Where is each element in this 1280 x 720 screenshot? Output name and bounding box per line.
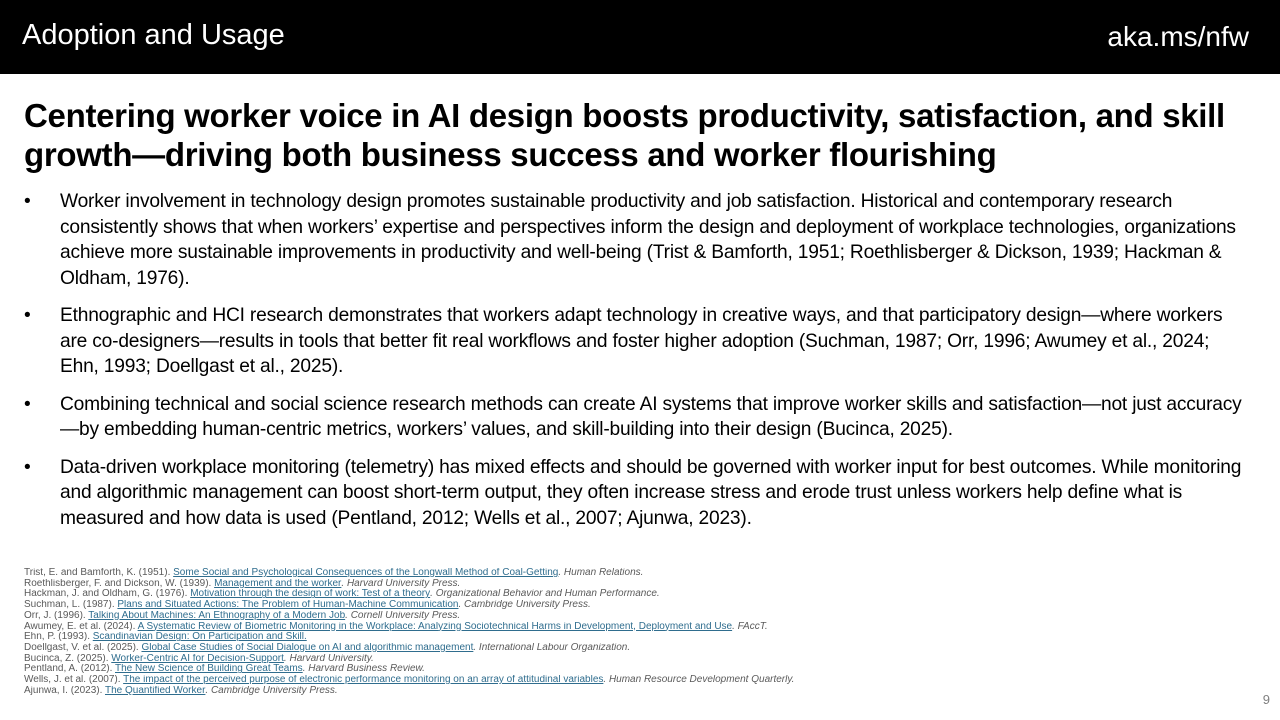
reference-authors: Doellgast, V. et al. (2025).	[24, 642, 142, 653]
bullet-marker: •	[24, 456, 31, 478]
reference-link[interactable]: The Quantified Worker	[104, 685, 206, 696]
reference-link[interactable]: Some Social and Psychological Consequences of the Longwall Method of Coal-Getting	[173, 568, 559, 578]
reference-authors: Wells, J. et al. (2007).	[24, 675, 124, 686]
bullet-marker: •	[24, 305, 31, 326]
reference-link[interactable]: Management and the worker	[214, 578, 342, 589]
reference-link[interactable]: Talking About Machines: An Ethnography of a Modern Job	[88, 610, 346, 621]
reference-authors: Awumey, E. et al. (2024).	[24, 621, 138, 632]
reference-authors: Pentland, A. (2012).	[24, 664, 115, 675]
reference-authors: Suchman, L. (1987).	[24, 600, 118, 611]
reference-link[interactable]: Worker-Centric AI for Decision-Support	[111, 653, 284, 664]
bullet-marker: •	[24, 393, 31, 415]
reference-item	[24, 654, 1224, 665]
bullet-item	[24, 189, 1252, 291]
bullet-text: Combining technical and social science research methods can create AI systems that improve worker skills and satisfaction—not just accuracy—by embedding human-centric metrics, workers’ values, and skill-building into their design (Bucinca, 2025).	[60, 393, 1242, 440]
reference-item	[24, 589, 1224, 600]
reference-item	[24, 664, 1224, 675]
bullet-item	[24, 303, 1252, 380]
reference-venue: . Human Resource Development Quarterly.	[603, 675, 795, 686]
slide-header	[0, 0, 1280, 74]
reference-item	[24, 622, 1224, 633]
reference-authors: Roethlisberger, F. and Dickson, W. (1939).	[24, 578, 215, 589]
reference-item	[24, 600, 1224, 611]
reference-venue: . Harvard University.	[283, 653, 374, 664]
bullet-text: Worker involvement in technology design promotes sustainable productivity and job satisfaction. Historical and contemporary research consistently shows that when workers’ expertise and perspectives inform the design and deployment of workplace technologies, organizations achieve more sustainable improvements in productivity and well-being (Trist & Bamforth, 1951; Roethlisberger & Dickson, 1939; Hackman & Oldham, 1976).	[60, 191, 1236, 289]
reference-venue: . Cambridge University Press.	[458, 600, 591, 611]
reference-authors: Hackman, J. and Oldham, G. (1976).	[24, 589, 191, 600]
reference-link[interactable]: Global Case Studies of Social Dialogue on AI and algorithmic management	[141, 642, 474, 653]
reference-item	[24, 611, 1224, 622]
reference-venue: . Cornell University Press.	[345, 610, 461, 621]
reference-link[interactable]: Motivation through the design of work: Test of a theory	[190, 589, 431, 600]
bullet-text: Data-driven workplace monitoring (telemetry) has mixed effects and should be governed with worker input for best outcomes. While monitoring and algorithmic management can boost short-term output, they often increase stress and erode trust unless workers help define what is measured and how data is used (Pentland, 2012; Wells et al., 2007; Ajunwa, 2023).	[60, 456, 1242, 529]
bullet-marker: •	[24, 191, 31, 212]
page-number: 9	[1262, 692, 1270, 707]
reference-item	[24, 675, 1224, 686]
reference-venue: . Cambridge University Press.	[205, 685, 338, 696]
reference-venue: . FAccT.	[732, 621, 768, 632]
reference-item	[24, 643, 1224, 654]
reference-item	[24, 568, 1224, 579]
reference-authors: Ehn, P. (1993).	[24, 632, 93, 643]
reference-link[interactable]: The New Science of Building Great Teams	[115, 664, 303, 675]
reference-link[interactable]: Scandinavian Design: On Participation and Skill.	[92, 632, 307, 643]
reference-item	[24, 632, 1224, 643]
references	[24, 568, 1224, 696]
reference-venue: . Harvard Business Review.	[302, 664, 425, 675]
reference-authors: Ajunwa, I. (2023).	[24, 685, 105, 696]
reference-item	[24, 686, 1224, 697]
reference-link[interactable]: Plans and Situated Actions: The Problem of Human-Machine Communication	[117, 600, 459, 611]
reference-venue: . Human Relations.	[558, 568, 644, 578]
reference-link[interactable]: The impact of the perceived purpose of electronic performance monitoring on an array of attitudinal variables	[123, 675, 604, 686]
section-title: Adoption and Usage	[22, 19, 285, 51]
reference-venue: . International Labour Organization.	[473, 642, 631, 653]
reference-venue: . Organizational Behavior and Human Performance.	[430, 589, 660, 600]
reference-authors: Trist, E. and Bamforth, K. (1951).	[24, 568, 174, 578]
reference-link[interactable]: A Systematic Review of Biometric Monitoring in the Workplace: Analyzing Sociotechnical Harms in Development, Deployment and Use	[137, 621, 733, 632]
reference-item	[24, 579, 1224, 590]
slide-headline: Centering worker voice in AI design boosts productivity, satisfaction, and skill growth—driving both business success and worker flourishing	[24, 97, 1225, 173]
bullet-list	[24, 189, 1252, 543]
reference-authors: Bucinca, Z. (2025).	[24, 653, 112, 664]
short-link: aka.ms/nfw	[1107, 21, 1249, 52]
bullet-text: Ethnographic and HCI research demonstrates that workers adapt technology in creative ways, and that participatory design—where workers are co-designers—results in tools that better fit real workflows and foster higher adoption (Suchman, 1987; Orr, 1996; Awumey et al., 2024; Ehn, 1993; Doellgast et al., 2025).	[60, 305, 1223, 377]
bullet-item	[24, 455, 1252, 532]
reference-venue: . Harvard University Press.	[341, 578, 461, 589]
reference-authors: Orr, J. (1996).	[24, 610, 89, 621]
bullet-item	[24, 392, 1252, 443]
